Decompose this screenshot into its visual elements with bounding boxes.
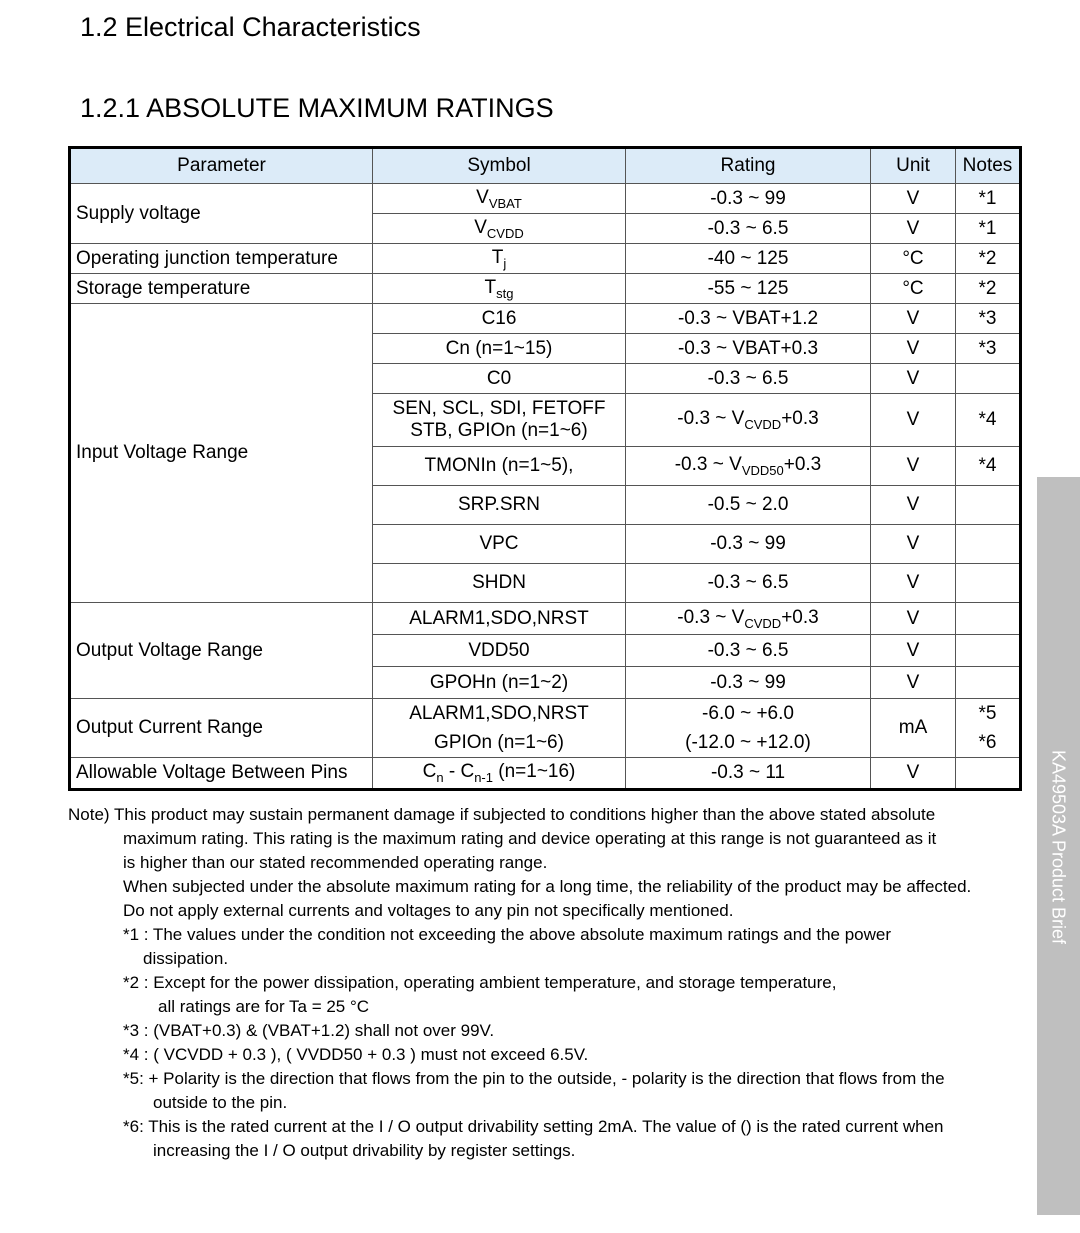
footnote-1-cont: dissipation. xyxy=(143,949,229,968)
footnote-2: *2 : Except for the power dissipation, operating ambient temperature, and storage temperature, xyxy=(123,973,837,992)
notes-cell: *2 xyxy=(956,244,1021,274)
footnote-6-cont: increasing the I / O output drivability by register settings. xyxy=(153,1141,576,1160)
notes-cell: *2 xyxy=(956,274,1021,304)
symbol-cell: C16 xyxy=(373,304,626,334)
side-tab-label: KA49503A Product Brief xyxy=(1048,749,1069,945)
table-row xyxy=(70,603,1021,635)
note-line: Do not apply external currents and voltages to any pin not specifically mentioned. xyxy=(123,901,734,920)
rating-cell: -0.3 ~ 6.5 xyxy=(626,214,871,244)
notes-cell xyxy=(956,635,1021,667)
symbol-cell: VDD50 xyxy=(373,635,626,667)
notes-block xyxy=(68,803,1038,1163)
unit-cell: °C xyxy=(871,244,956,274)
notes-cell: *4 xyxy=(956,394,1021,447)
rating-cell: -55 ~ 125 xyxy=(626,274,871,304)
footnote-3: *3 : (VBAT+0.3) & (VBAT+1.2) shall not over 99V. xyxy=(123,1021,495,1040)
notes-cell: *5 *6 xyxy=(956,699,1021,758)
unit-cell: °C xyxy=(871,274,956,304)
symbol-cell: SRP.SRN xyxy=(373,486,626,525)
rating-cell: -0.3 ~ $V_{CVDD}+0.3$ xyxy=(626,603,871,635)
symbol-cell: $V_{VBAT}$ xyxy=(373,184,626,214)
notes-cell xyxy=(956,525,1021,564)
unit-cell: V xyxy=(871,394,956,447)
rating-cell: -0.3 ~ 99 xyxy=(626,667,871,699)
notes-cell xyxy=(956,364,1021,394)
note-line: When subjected under the absolute maximum rating for a long time, the reliability of the product may be affected. xyxy=(123,877,972,896)
notes-cell xyxy=(956,486,1021,525)
notes-cell: *1 xyxy=(956,214,1021,244)
table-row xyxy=(70,184,1021,214)
rating-cell: -0.3 ~ 6.5 xyxy=(626,364,871,394)
param-cell: Output Voltage Range xyxy=(70,603,373,699)
symbol-cell: $T_{stg}$ xyxy=(373,274,626,304)
param-cell: Input Voltage Range xyxy=(70,304,373,603)
unit-cell: V xyxy=(871,603,956,635)
col-header-parameter: Parameter xyxy=(70,148,373,184)
rating-cell: -0.3 ~ $V_{VDD50}+0.3$ xyxy=(626,447,871,486)
footnote-5-cont: outside to the pin. xyxy=(153,1093,288,1112)
unit-cell: V xyxy=(871,334,956,364)
absolute-maximum-ratings-table xyxy=(68,146,1022,791)
table-row xyxy=(70,304,1021,334)
symbol-cell: Cn (n=1~15) xyxy=(373,334,626,364)
symbol-cell: $T_j$ xyxy=(373,244,626,274)
symbol-cell: TMONIn (n=1~5), xyxy=(373,447,626,486)
symbol-cell: $V_{CVDD}$ xyxy=(373,214,626,244)
unit-cell: V xyxy=(871,304,956,334)
unit-cell: V xyxy=(871,635,956,667)
rating-cell: -0.3 ~ 11 xyxy=(626,758,871,790)
notes-cell xyxy=(956,667,1021,699)
table-row xyxy=(70,758,1021,790)
table-row xyxy=(70,244,1021,274)
symbol-cell: C0 xyxy=(373,364,626,394)
note-line: Note) This product may sustain permanent damage if subjected to conditions higher than the above stated absolute xyxy=(68,805,936,824)
col-header-unit: Unit xyxy=(871,148,956,184)
subsection-heading: 1.2.1 ABSOLUTE MAXIMUM RATINGS xyxy=(80,93,554,123)
unit-cell: V xyxy=(871,184,956,214)
rating-cell: -0.5 ~ 2.0 xyxy=(626,486,871,525)
table-header-row xyxy=(70,148,1021,184)
rating-cell: -0.3 ~ $V_{CVDD}+0.3$ xyxy=(626,394,871,447)
footnote-1: *1 : The values under the condition not exceeding the above absolute maximum ratings and the power xyxy=(123,925,892,944)
rating-cell: -6.0 ~ +6.0 (-12.0 ~ +12.0) xyxy=(626,699,871,758)
rating-cell: -0.3 ~ 6.5 xyxy=(626,564,871,603)
notes-cell xyxy=(956,758,1021,790)
note-line: is higher than our stated recommended operating range. xyxy=(123,853,548,872)
footnote-6: *6: This is the rated current at the I / O output drivability setting 2mA. The value of () is the rated current when xyxy=(123,1117,944,1136)
rating-cell: -0.3 ~ 99 xyxy=(626,525,871,564)
unit-cell: V xyxy=(871,564,956,603)
col-header-symbol: Symbol xyxy=(373,148,626,184)
symbol-cell: SHDN xyxy=(373,564,626,603)
symbol-cell: VPC xyxy=(373,525,626,564)
symbol-cell: ALARM1,SDO,NRST GPIOn (n=1~6) xyxy=(373,699,626,758)
symbol-cell: ALARM1,SDO,NRST xyxy=(373,603,626,635)
notes-cell xyxy=(956,564,1021,603)
section-heading: 1.2 Electrical Characteristics xyxy=(80,12,421,42)
symbol-cell: $C_n - C_{n-1}$ (n=1~16) xyxy=(373,758,626,790)
param-cell: Output Current Range xyxy=(70,699,373,758)
rating-cell: -40 ~ 125 xyxy=(626,244,871,274)
unit-cell: V xyxy=(871,364,956,394)
rating-cell: -0.3 ~ VBAT+1.2 xyxy=(626,304,871,334)
unit-cell: V xyxy=(871,214,956,244)
symbol-cell: GPOHn (n=1~2) xyxy=(373,667,626,699)
param-cell: Operating junction temperature xyxy=(70,244,373,274)
rating-cell: -0.3 ~ 6.5 xyxy=(626,635,871,667)
unit-cell: V xyxy=(871,667,956,699)
rating-cell: -0.3 ~ 99 xyxy=(626,184,871,214)
unit-cell: V xyxy=(871,758,956,790)
unit-cell: V xyxy=(871,486,956,525)
rating-cell: -0.3 ~ VBAT+0.3 xyxy=(626,334,871,364)
unit-cell: mA xyxy=(871,699,956,758)
col-header-notes: Notes xyxy=(956,148,1021,184)
symbol-cell: SEN, SCL, SDI, FETOFF STB, GPIOn (n=1~6) xyxy=(373,394,626,447)
col-header-rating: Rating xyxy=(626,148,871,184)
unit-cell: V xyxy=(871,447,956,486)
notes-cell: *3 xyxy=(956,334,1021,364)
footnote-5: *5: + Polarity is the direction that flows from the pin to the outside, - polarity is the direction that flows from the xyxy=(123,1069,945,1088)
param-cell: Allowable Voltage Between Pins xyxy=(70,758,373,790)
notes-cell xyxy=(956,603,1021,635)
footnote-2-cont: all ratings are for Ta = 25 °C xyxy=(158,997,370,1016)
param-cell: Supply voltage xyxy=(70,184,373,244)
notes-cell: *4 xyxy=(956,447,1021,486)
notes-cell: *1 xyxy=(956,184,1021,214)
table-row xyxy=(70,699,1021,758)
footnote-4: *4 : ( VCVDD + 0.3 ), ( VVDD50 + 0.3 ) must not exceed 6.5V. xyxy=(123,1045,589,1064)
notes-cell: *3 xyxy=(956,304,1021,334)
param-cell: Storage temperature xyxy=(70,274,373,304)
note-line: maximum rating. This rating is the maximum rating and device operating at this range is not guaranteed as it xyxy=(123,829,937,848)
unit-cell: V xyxy=(871,525,956,564)
table-row xyxy=(70,274,1021,304)
